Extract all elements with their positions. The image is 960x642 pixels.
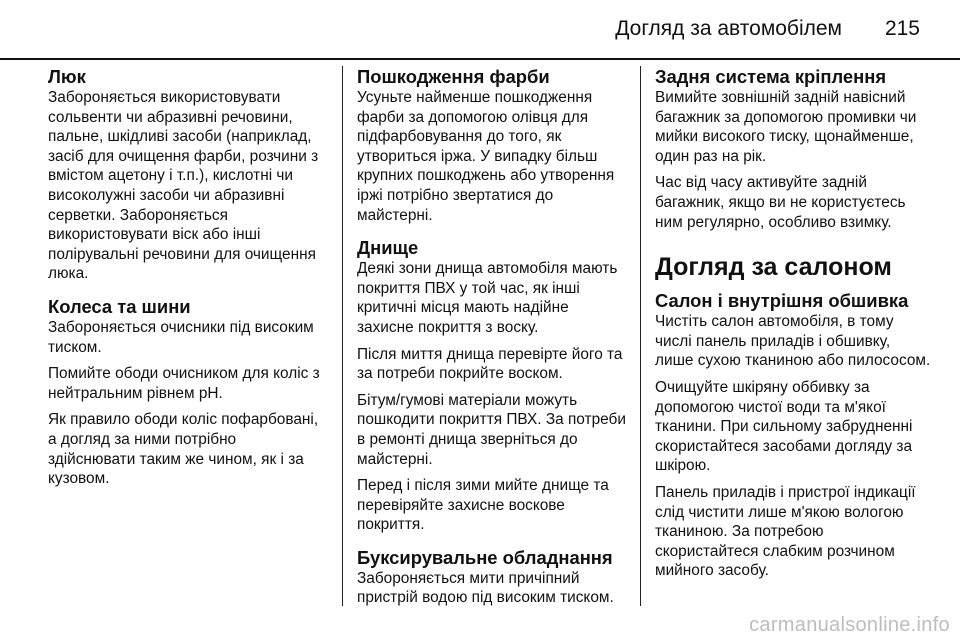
column-3	[655, 66, 931, 593]
column-2	[357, 66, 627, 620]
paragraph: Як правило ободи коліс пофарбовані, а догляд за ними потрібно здійснювати таким же чином, як і за кузовом.	[48, 411, 319, 488]
section-heading: Задня система кріплення	[655, 66, 887, 87]
section-rear-carrier	[655, 66, 931, 232]
paragraph: Вимийте зовнішній задній навісний багажник за допомогою промивки чи мийки високого тиску, щонайменше, один раз на рік.	[655, 89, 917, 165]
section-towing-equipment	[357, 547, 627, 608]
section-heading: Буксирувальне обладнання	[357, 546, 613, 568]
header-title: Догляд за автомобілем	[615, 17, 842, 40]
section-underbody	[357, 237, 627, 535]
paragraph: Усуньте найменше пошкодження фарби за допомогою олівця для підфарбовування до того, як утвориться іржа. У випадку більш крупних пошкоджень або утворення іржі потрібно звертатися до майстерні.	[357, 89, 615, 224]
paragraph: Забороняється використовувати сольвенти чи абразивні речовини, пальне, шкідливі засоби (наприклад, засіб для очищення фарби, розчини з вмістом ацетону і т.п.), кислотні чи високолужні засоби чи абразивні серветки. Забороняється використовувати віск або інші полірувальні речовини для очищення люка.	[48, 89, 319, 283]
section-heading: Колеса та шини	[48, 295, 191, 317]
column-divider-1	[342, 66, 343, 606]
section-heading: Днище	[357, 237, 419, 259]
section-heading: Люк	[48, 66, 86, 87]
section-wheels-tyres	[48, 296, 324, 489]
paragraph: Очищуйте шкіряну оббивку за допомогою чистої води та м'якої тканини. При сильному забрудненні скористайтеся засобами догляду за шкірою.	[655, 378, 913, 475]
section-sunroof	[48, 66, 324, 284]
major-heading: Догляд за салоном	[655, 253, 892, 282]
page-number: 215	[884, 17, 920, 40]
paragraph: Панель приладів і пристрої індикації слід чистити лише м'якою вологою тканиною. За потребою скористайтеся слабким розчином мийного засобу.	[655, 483, 916, 580]
column-1	[48, 66, 324, 501]
paragraph: Забороняється очисники під високим тиском.	[48, 318, 314, 356]
paragraph: Перед і після зими мийте днище та перевіряйте захисне воскове покриття.	[357, 477, 609, 534]
paragraph: Чистіть салон автомобіля, в тому числі панель приладів і обшивку, лише сухою тканиною або пилососом.	[655, 313, 931, 370]
section-paint-damage	[357, 66, 627, 225]
header-rule	[0, 58, 960, 60]
watermark: carmanualsonline.info	[749, 614, 950, 636]
paragraph: Деякі зони днища автомобіля мають покриття ПВХ у той час, як інші критичні місця мають надійне захисне покриття з воску.	[357, 260, 618, 336]
paragraph: Час від часу активуйте задній багажник, якщо ви не користуєтесь ним регулярно, особливо взимку.	[655, 174, 906, 231]
section-heading: Пошкодження фарби	[357, 66, 550, 87]
section-interior-trim	[655, 290, 931, 581]
paragraph: Після миття днища перевірте його та за потреби покрийте воском.	[357, 345, 623, 383]
column-divider-2	[640, 66, 641, 606]
paragraph: Помийте ободи очисником для коліс з нейтральним рівнем pH.	[48, 365, 320, 402]
section-heading: Салон і внутрішня обшивка	[655, 290, 909, 312]
paragraph: Бітум/гумові матеріали можуть пошкодити покриття ПВХ. За потреби в ремонті днища зверніться до майстерні.	[357, 391, 626, 468]
paragraph: Забороняється мити причіпний пристрій водою під високим тиском.	[357, 569, 614, 607]
page-header	[0, 0, 960, 60]
